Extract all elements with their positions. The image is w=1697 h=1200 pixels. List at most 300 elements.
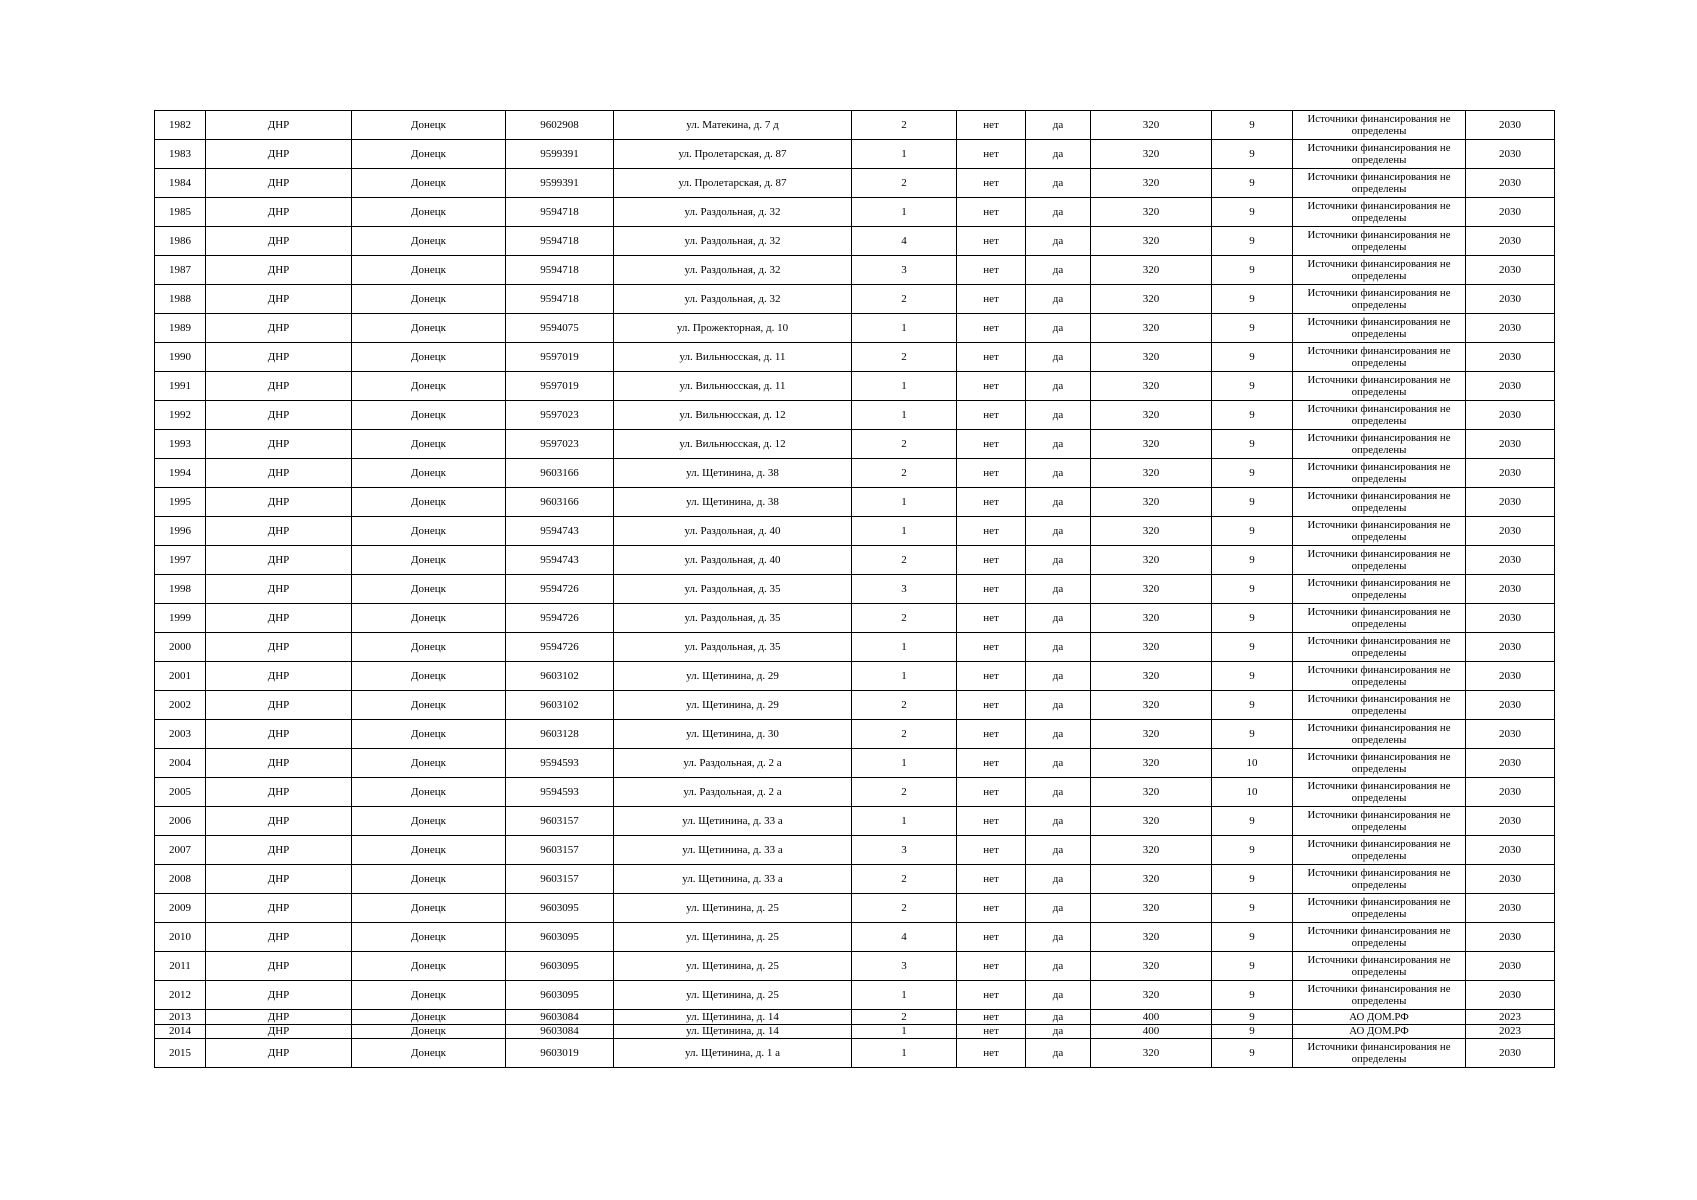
lift-number-cell: 1 bbox=[852, 807, 957, 836]
lift-number-cell: 1 bbox=[852, 314, 957, 343]
city-cell: Донецк bbox=[352, 546, 506, 575]
row-number-cell: 1996 bbox=[155, 517, 206, 546]
address-cell: ул. Щетинина, д. 33 а bbox=[614, 807, 852, 836]
flag-one-cell: нет bbox=[957, 198, 1026, 227]
table-row bbox=[155, 981, 1555, 1010]
address-cell: ул. Щетинина, д. 38 bbox=[614, 459, 852, 488]
address-cell: ул. Раздольная, д. 35 bbox=[614, 575, 852, 604]
region-cell: ДНР bbox=[206, 488, 352, 517]
flag-two-cell: да bbox=[1026, 662, 1091, 691]
lift-number-cell: 2 bbox=[852, 865, 957, 894]
value-one-cell: 320 bbox=[1091, 140, 1212, 169]
house-code-cell: 9594726 bbox=[506, 604, 614, 633]
value-one-cell: 320 bbox=[1091, 662, 1212, 691]
year-cell: 2030 bbox=[1466, 952, 1555, 981]
lift-number-cell: 1 bbox=[852, 633, 957, 662]
row-number-cell: 1992 bbox=[155, 401, 206, 430]
row-number-cell: 2011 bbox=[155, 952, 206, 981]
house-code-cell: 9603157 bbox=[506, 865, 614, 894]
flag-one-cell: нет bbox=[957, 575, 1026, 604]
table-row bbox=[155, 517, 1555, 546]
address-cell: ул. Щетинина, д. 14 bbox=[614, 1010, 852, 1025]
region-cell: ДНР bbox=[206, 343, 352, 372]
address-cell: ул. Раздольная, д. 32 bbox=[614, 285, 852, 314]
value-one-cell: 320 bbox=[1091, 227, 1212, 256]
flag-one-cell: нет bbox=[957, 517, 1026, 546]
city-cell: Донецк bbox=[352, 372, 506, 401]
region-cell: ДНР bbox=[206, 894, 352, 923]
city-cell: Донецк bbox=[352, 314, 506, 343]
funding-source-cell: Источники финансирования не определены bbox=[1293, 923, 1466, 952]
value-two-cell: 9 bbox=[1212, 575, 1293, 604]
value-two-cell: 9 bbox=[1212, 285, 1293, 314]
flag-two-cell: да bbox=[1026, 865, 1091, 894]
table-row bbox=[155, 488, 1555, 517]
table-row bbox=[155, 227, 1555, 256]
funding-source-cell: Источники финансирования не определены bbox=[1293, 430, 1466, 459]
table-row bbox=[155, 343, 1555, 372]
flag-one-cell: нет bbox=[957, 256, 1026, 285]
city-cell: Донецк bbox=[352, 256, 506, 285]
row-number-cell: 1983 bbox=[155, 140, 206, 169]
region-cell: ДНР bbox=[206, 314, 352, 343]
flag-one-cell: нет bbox=[957, 604, 1026, 633]
value-two-cell: 9 bbox=[1212, 981, 1293, 1010]
house-code-cell: 9603084 bbox=[506, 1010, 614, 1025]
table-row bbox=[155, 1024, 1555, 1039]
city-cell: Донецк bbox=[352, 343, 506, 372]
lift-number-cell: 3 bbox=[852, 836, 957, 865]
value-two-cell: 9 bbox=[1212, 314, 1293, 343]
value-two-cell: 9 bbox=[1212, 227, 1293, 256]
table-body bbox=[155, 111, 1555, 1068]
address-cell: ул. Пролетарская, д. 87 bbox=[614, 140, 852, 169]
house-code-cell: 9599391 bbox=[506, 140, 614, 169]
value-two-cell: 9 bbox=[1212, 865, 1293, 894]
lift-number-cell: 2 bbox=[852, 111, 957, 140]
funding-source-cell: Источники финансирования не определены bbox=[1293, 691, 1466, 720]
value-two-cell: 9 bbox=[1212, 633, 1293, 662]
region-cell: ДНР bbox=[206, 981, 352, 1010]
year-cell: 2030 bbox=[1466, 227, 1555, 256]
city-cell: Донецк bbox=[352, 604, 506, 633]
row-number-cell: 1989 bbox=[155, 314, 206, 343]
flag-two-cell: да bbox=[1026, 198, 1091, 227]
house-code-cell: 9594718 bbox=[506, 198, 614, 227]
flag-two-cell: да bbox=[1026, 459, 1091, 488]
address-cell: ул. Раздольная, д. 32 bbox=[614, 256, 852, 285]
region-cell: ДНР bbox=[206, 1024, 352, 1039]
lift-number-cell: 1 bbox=[852, 1024, 957, 1039]
house-code-cell: 9603095 bbox=[506, 894, 614, 923]
row-number-cell: 1999 bbox=[155, 604, 206, 633]
year-cell: 2030 bbox=[1466, 749, 1555, 778]
region-cell: ДНР bbox=[206, 285, 352, 314]
row-number-cell: 1982 bbox=[155, 111, 206, 140]
year-cell: 2030 bbox=[1466, 923, 1555, 952]
funding-source-cell: Источники финансирования не определены bbox=[1293, 575, 1466, 604]
year-cell: 2030 bbox=[1466, 691, 1555, 720]
flag-two-cell: да bbox=[1026, 256, 1091, 285]
table-row bbox=[155, 720, 1555, 749]
value-two-cell: 9 bbox=[1212, 720, 1293, 749]
flag-one-cell: нет bbox=[957, 227, 1026, 256]
flag-one-cell: нет bbox=[957, 981, 1026, 1010]
house-code-cell: 9594718 bbox=[506, 256, 614, 285]
funding-source-cell: Источники финансирования не определены bbox=[1293, 488, 1466, 517]
house-code-cell: 9597019 bbox=[506, 343, 614, 372]
lift-number-cell: 2 bbox=[852, 604, 957, 633]
funding-source-cell: Источники финансирования не определены bbox=[1293, 807, 1466, 836]
table-row bbox=[155, 1039, 1555, 1068]
value-one-cell: 320 bbox=[1091, 894, 1212, 923]
city-cell: Донецк bbox=[352, 517, 506, 546]
flag-one-cell: нет bbox=[957, 691, 1026, 720]
value-one-cell: 400 bbox=[1091, 1024, 1212, 1039]
city-cell: Донецк bbox=[352, 691, 506, 720]
value-one-cell: 320 bbox=[1091, 372, 1212, 401]
year-cell: 2030 bbox=[1466, 343, 1555, 372]
year-cell: 2030 bbox=[1466, 285, 1555, 314]
funding-source-cell: Источники финансирования не определены bbox=[1293, 517, 1466, 546]
value-one-cell: 320 bbox=[1091, 633, 1212, 662]
year-cell: 2030 bbox=[1466, 459, 1555, 488]
year-cell: 2030 bbox=[1466, 488, 1555, 517]
table-row bbox=[155, 314, 1555, 343]
city-cell: Донецк bbox=[352, 836, 506, 865]
year-cell: 2023 bbox=[1466, 1010, 1555, 1025]
flag-two-cell: да bbox=[1026, 430, 1091, 459]
value-one-cell: 320 bbox=[1091, 836, 1212, 865]
city-cell: Донецк bbox=[352, 111, 506, 140]
value-one-cell: 320 bbox=[1091, 952, 1212, 981]
value-one-cell: 320 bbox=[1091, 198, 1212, 227]
flag-one-cell: нет bbox=[957, 459, 1026, 488]
row-number-cell: 2012 bbox=[155, 981, 206, 1010]
region-cell: ДНР bbox=[206, 111, 352, 140]
value-one-cell: 320 bbox=[1091, 401, 1212, 430]
table-row bbox=[155, 1010, 1555, 1025]
funding-source-cell: Источники финансирования не определены bbox=[1293, 459, 1466, 488]
table-row bbox=[155, 807, 1555, 836]
year-cell: 2023 bbox=[1466, 1024, 1555, 1039]
data-table bbox=[154, 110, 1555, 1068]
house-code-cell: 9603084 bbox=[506, 1024, 614, 1039]
value-one-cell: 320 bbox=[1091, 981, 1212, 1010]
table-row bbox=[155, 662, 1555, 691]
funding-source-cell: Источники финансирования не определены bbox=[1293, 865, 1466, 894]
year-cell: 2030 bbox=[1466, 140, 1555, 169]
table-row bbox=[155, 546, 1555, 575]
funding-source-cell: Источники финансирования не определены bbox=[1293, 546, 1466, 575]
address-cell: ул. Матекина, д. 7 д bbox=[614, 111, 852, 140]
value-one-cell: 320 bbox=[1091, 749, 1212, 778]
address-cell: ул. Раздольная, д. 40 bbox=[614, 517, 852, 546]
row-number-cell: 1988 bbox=[155, 285, 206, 314]
year-cell: 2030 bbox=[1466, 430, 1555, 459]
flag-two-cell: да bbox=[1026, 488, 1091, 517]
funding-source-cell: Источники финансирования не определены bbox=[1293, 662, 1466, 691]
address-cell: ул. Щетинина, д. 38 bbox=[614, 488, 852, 517]
city-cell: Донецк bbox=[352, 401, 506, 430]
table-row bbox=[155, 198, 1555, 227]
table-row bbox=[155, 111, 1555, 140]
region-cell: ДНР bbox=[206, 517, 352, 546]
table-row bbox=[155, 836, 1555, 865]
year-cell: 2030 bbox=[1466, 633, 1555, 662]
funding-source-cell: Источники финансирования не определены bbox=[1293, 749, 1466, 778]
funding-source-cell: Источники финансирования не определены bbox=[1293, 314, 1466, 343]
table-row bbox=[155, 459, 1555, 488]
city-cell: Донецк bbox=[352, 981, 506, 1010]
house-code-cell: 9603019 bbox=[506, 1039, 614, 1068]
value-two-cell: 9 bbox=[1212, 401, 1293, 430]
row-number-cell: 2009 bbox=[155, 894, 206, 923]
year-cell: 2030 bbox=[1466, 807, 1555, 836]
address-cell: ул. Раздольная, д. 32 bbox=[614, 227, 852, 256]
address-cell: ул. Щетинина, д. 33 а bbox=[614, 865, 852, 894]
flag-two-cell: да bbox=[1026, 749, 1091, 778]
year-cell: 2030 bbox=[1466, 111, 1555, 140]
funding-source-cell: Источники финансирования не определены bbox=[1293, 981, 1466, 1010]
year-cell: 2030 bbox=[1466, 778, 1555, 807]
address-cell: ул. Вильнюсская, д. 11 bbox=[614, 343, 852, 372]
address-cell: ул. Вильнюсская, д. 11 bbox=[614, 372, 852, 401]
value-one-cell: 320 bbox=[1091, 923, 1212, 952]
house-code-cell: 9594593 bbox=[506, 749, 614, 778]
funding-source-cell: АО ДОМ.РФ bbox=[1293, 1010, 1466, 1025]
city-cell: Донецк bbox=[352, 227, 506, 256]
lift-number-cell: 1 bbox=[852, 198, 957, 227]
table-row bbox=[155, 923, 1555, 952]
value-one-cell: 400 bbox=[1091, 1010, 1212, 1025]
flag-two-cell: да bbox=[1026, 778, 1091, 807]
lift-number-cell: 2 bbox=[852, 430, 957, 459]
row-number-cell: 2002 bbox=[155, 691, 206, 720]
funding-source-cell: Источники финансирования не определены bbox=[1293, 401, 1466, 430]
city-cell: Донецк bbox=[352, 1039, 506, 1068]
flag-one-cell: нет bbox=[957, 111, 1026, 140]
flag-one-cell: нет bbox=[957, 836, 1026, 865]
lift-number-cell: 3 bbox=[852, 575, 957, 604]
address-cell: ул. Щетинина, д. 33 а bbox=[614, 836, 852, 865]
value-one-cell: 320 bbox=[1091, 488, 1212, 517]
house-code-cell: 9603095 bbox=[506, 952, 614, 981]
flag-two-cell: да bbox=[1026, 952, 1091, 981]
region-cell: ДНР bbox=[206, 952, 352, 981]
address-cell: ул. Щетинина, д. 30 bbox=[614, 720, 852, 749]
table-row bbox=[155, 256, 1555, 285]
row-number-cell: 1990 bbox=[155, 343, 206, 372]
house-code-cell: 9603157 bbox=[506, 807, 614, 836]
row-number-cell: 2008 bbox=[155, 865, 206, 894]
lift-number-cell: 1 bbox=[852, 488, 957, 517]
table-row bbox=[155, 285, 1555, 314]
row-number-cell: 1995 bbox=[155, 488, 206, 517]
value-two-cell: 9 bbox=[1212, 662, 1293, 691]
house-code-cell: 9594743 bbox=[506, 546, 614, 575]
flag-one-cell: нет bbox=[957, 865, 1026, 894]
flag-two-cell: да bbox=[1026, 807, 1091, 836]
flag-one-cell: нет bbox=[957, 488, 1026, 517]
flag-one-cell: нет bbox=[957, 314, 1026, 343]
house-code-cell: 9597019 bbox=[506, 372, 614, 401]
value-one-cell: 320 bbox=[1091, 778, 1212, 807]
lift-number-cell: 1 bbox=[852, 981, 957, 1010]
row-number-cell: 2000 bbox=[155, 633, 206, 662]
table-row bbox=[155, 169, 1555, 198]
flag-one-cell: нет bbox=[957, 662, 1026, 691]
flag-two-cell: да bbox=[1026, 633, 1091, 662]
flag-one-cell: нет bbox=[957, 169, 1026, 198]
city-cell: Донецк bbox=[352, 575, 506, 604]
house-code-cell: 9594593 bbox=[506, 778, 614, 807]
region-cell: ДНР bbox=[206, 169, 352, 198]
lift-number-cell: 2 bbox=[852, 343, 957, 372]
region-cell: ДНР bbox=[206, 691, 352, 720]
value-two-cell: 9 bbox=[1212, 459, 1293, 488]
year-cell: 2030 bbox=[1466, 314, 1555, 343]
value-one-cell: 320 bbox=[1091, 546, 1212, 575]
flag-two-cell: да bbox=[1026, 894, 1091, 923]
region-cell: ДНР bbox=[206, 836, 352, 865]
city-cell: Донецк bbox=[352, 720, 506, 749]
flag-two-cell: да bbox=[1026, 372, 1091, 401]
funding-source-cell: Источники финансирования не определены bbox=[1293, 198, 1466, 227]
value-two-cell: 9 bbox=[1212, 604, 1293, 633]
flag-one-cell: нет bbox=[957, 430, 1026, 459]
flag-one-cell: нет bbox=[957, 140, 1026, 169]
value-one-cell: 320 bbox=[1091, 720, 1212, 749]
house-code-cell: 9603166 bbox=[506, 488, 614, 517]
funding-source-cell: Источники финансирования не определены bbox=[1293, 227, 1466, 256]
city-cell: Донецк bbox=[352, 169, 506, 198]
lift-number-cell: 1 bbox=[852, 517, 957, 546]
table-row bbox=[155, 894, 1555, 923]
address-cell: ул. Щетинина, д. 25 bbox=[614, 952, 852, 981]
lift-number-cell: 2 bbox=[852, 459, 957, 488]
year-cell: 2030 bbox=[1466, 604, 1555, 633]
value-two-cell: 9 bbox=[1212, 1039, 1293, 1068]
address-cell: ул. Вильнюсская, д. 12 bbox=[614, 401, 852, 430]
house-code-cell: 9597023 bbox=[506, 430, 614, 459]
lift-number-cell: 2 bbox=[852, 720, 957, 749]
value-two-cell: 9 bbox=[1212, 836, 1293, 865]
value-two-cell: 9 bbox=[1212, 256, 1293, 285]
funding-source-cell: Источники финансирования не определены bbox=[1293, 111, 1466, 140]
house-code-cell: 9597023 bbox=[506, 401, 614, 430]
value-two-cell: 9 bbox=[1212, 372, 1293, 401]
lift-number-cell: 1 bbox=[852, 372, 957, 401]
house-code-cell: 9603095 bbox=[506, 981, 614, 1010]
table-row bbox=[155, 430, 1555, 459]
table-row bbox=[155, 778, 1555, 807]
year-cell: 2030 bbox=[1466, 1039, 1555, 1068]
year-cell: 2030 bbox=[1466, 575, 1555, 604]
year-cell: 2030 bbox=[1466, 836, 1555, 865]
table-row bbox=[155, 372, 1555, 401]
city-cell: Донецк bbox=[352, 488, 506, 517]
value-one-cell: 320 bbox=[1091, 314, 1212, 343]
flag-two-cell: да bbox=[1026, 227, 1091, 256]
table-row bbox=[155, 401, 1555, 430]
year-cell: 2030 bbox=[1466, 662, 1555, 691]
address-cell: ул. Щетинина, д. 14 bbox=[614, 1024, 852, 1039]
region-cell: ДНР bbox=[206, 198, 352, 227]
flag-two-cell: да bbox=[1026, 1024, 1091, 1039]
flag-one-cell: нет bbox=[957, 546, 1026, 575]
house-code-cell: 9603166 bbox=[506, 459, 614, 488]
house-code-cell: 9599391 bbox=[506, 169, 614, 198]
address-cell: ул. Щетинина, д. 1 а bbox=[614, 1039, 852, 1068]
row-number-cell: 2013 bbox=[155, 1010, 206, 1025]
flag-two-cell: да bbox=[1026, 923, 1091, 952]
table-row bbox=[155, 604, 1555, 633]
lift-number-cell: 3 bbox=[852, 952, 957, 981]
region-cell: ДНР bbox=[206, 140, 352, 169]
lift-number-cell: 2 bbox=[852, 894, 957, 923]
flag-two-cell: да bbox=[1026, 169, 1091, 198]
address-cell: ул. Раздольная, д. 32 bbox=[614, 198, 852, 227]
flag-two-cell: да bbox=[1026, 720, 1091, 749]
year-cell: 2030 bbox=[1466, 169, 1555, 198]
region-cell: ДНР bbox=[206, 546, 352, 575]
house-code-cell: 9594743 bbox=[506, 517, 614, 546]
funding-source-cell: Источники финансирования не определены bbox=[1293, 952, 1466, 981]
address-cell: ул. Раздольная, д. 2 а bbox=[614, 749, 852, 778]
house-code-cell: 9603102 bbox=[506, 662, 614, 691]
flag-two-cell: да bbox=[1026, 546, 1091, 575]
city-cell: Донецк bbox=[352, 662, 506, 691]
house-code-cell: 9594718 bbox=[506, 285, 614, 314]
address-cell: ул. Раздольная, д. 40 bbox=[614, 546, 852, 575]
value-two-cell: 9 bbox=[1212, 1024, 1293, 1039]
region-cell: ДНР bbox=[206, 720, 352, 749]
city-cell: Донецк bbox=[352, 140, 506, 169]
house-code-cell: 9594718 bbox=[506, 227, 614, 256]
value-one-cell: 320 bbox=[1091, 517, 1212, 546]
flag-one-cell: нет bbox=[957, 1024, 1026, 1039]
flag-one-cell: нет bbox=[957, 633, 1026, 662]
value-one-cell: 320 bbox=[1091, 343, 1212, 372]
lift-number-cell: 2 bbox=[852, 285, 957, 314]
value-two-cell: 9 bbox=[1212, 952, 1293, 981]
funding-source-cell: Источники финансирования не определены bbox=[1293, 343, 1466, 372]
region-cell: ДНР bbox=[206, 662, 352, 691]
funding-source-cell: Источники финансирования не определены bbox=[1293, 169, 1466, 198]
row-number-cell: 2005 bbox=[155, 778, 206, 807]
flag-one-cell: нет bbox=[957, 778, 1026, 807]
funding-source-cell: Источники финансирования не определены bbox=[1293, 720, 1466, 749]
lift-number-cell: 2 bbox=[852, 1010, 957, 1025]
city-cell: Донецк bbox=[352, 198, 506, 227]
address-cell: ул. Раздольная, д. 35 bbox=[614, 604, 852, 633]
value-one-cell: 320 bbox=[1091, 111, 1212, 140]
lift-number-cell: 1 bbox=[852, 401, 957, 430]
funding-source-cell: АО ДОМ.РФ bbox=[1293, 1024, 1466, 1039]
row-number-cell: 2001 bbox=[155, 662, 206, 691]
row-number-cell: 1991 bbox=[155, 372, 206, 401]
lift-number-cell: 3 bbox=[852, 256, 957, 285]
funding-source-cell: Источники финансирования не определены bbox=[1293, 372, 1466, 401]
region-cell: ДНР bbox=[206, 372, 352, 401]
table-row bbox=[155, 633, 1555, 662]
flag-one-cell: нет bbox=[957, 1039, 1026, 1068]
year-cell: 2030 bbox=[1466, 198, 1555, 227]
flag-two-cell: да bbox=[1026, 1010, 1091, 1025]
flag-two-cell: да bbox=[1026, 691, 1091, 720]
table-row bbox=[155, 865, 1555, 894]
